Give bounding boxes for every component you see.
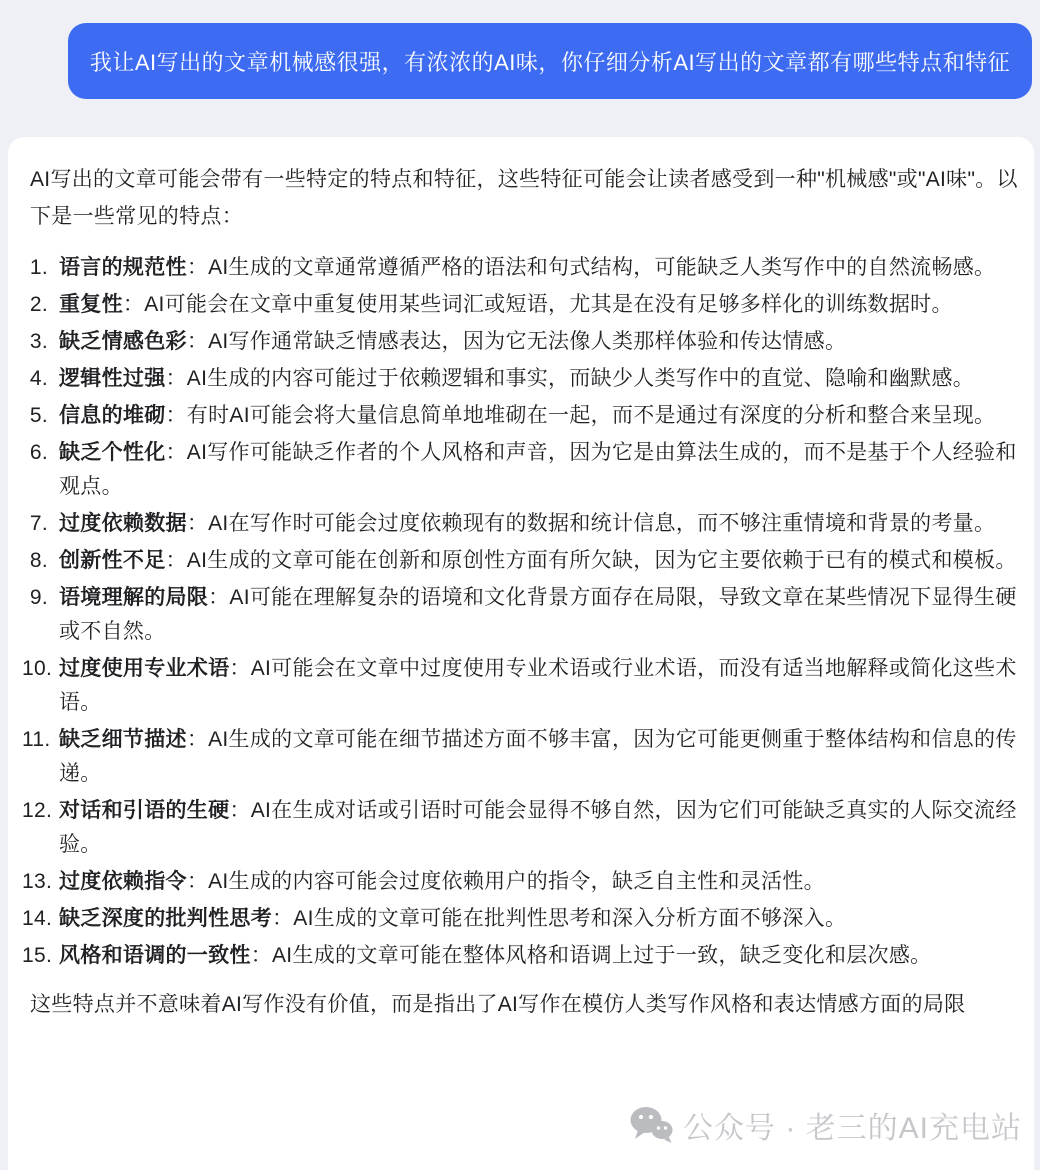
item-term: 缺乏深度的批判性思考: [59, 907, 272, 930]
response-intro: AI写出的文章可能会带有一些特定的特点和特征，这些特征可能会让读者感受到一种"机械感"或"AI味"。以下是一些常见的特点：: [30, 168, 1018, 228]
item-term: 信息的堆砌: [59, 404, 166, 427]
list-item: [22, 794, 1018, 862]
item-desc: ：AI生成的内容可能过于依赖逻辑和事实，而缺少人类写作中的直觉、隐喻和幽默感。: [165, 367, 975, 390]
item-desc: ：AI生成的文章通常遵循严格的语法和句式结构，可能缺乏人类写作中的自然流畅感。: [186, 256, 996, 279]
item-desc: ：AI生成的文章可能在批判性思考和深入分析方面不够深入。: [272, 907, 847, 930]
item-term: 缺乏细节描述: [59, 728, 187, 751]
item-desc: ：AI生成的内容可能会过度依赖用户的指令，缺乏自主性和灵活性。: [186, 870, 825, 893]
item-desc: ：AI可能在理解复杂的语境和文化背景方面存在局限，导致文章在某些情况下显得生硬或不自然。: [59, 586, 1017, 643]
item-term: 创新性不足: [59, 549, 166, 572]
item-desc: ：AI生成的文章可能在细节描述方面不够丰富，因为它可能更侧重于整体结构和信息的传递。: [59, 728, 1017, 785]
response-outro: 这些特点并不意味着AI写作没有价值，而是指出了AI写作在模仿人类写作风格和表达情感方面的局限: [30, 993, 966, 1016]
list-item: [22, 544, 1018, 578]
list-item: [22, 507, 1018, 541]
list-item: [22, 723, 1018, 791]
item-term: 缺乏个性化: [59, 441, 166, 464]
list-item: [22, 325, 1018, 359]
list-item: [22, 362, 1018, 396]
watermark: [629, 1103, 1022, 1147]
user-message-bubble: [68, 23, 1032, 99]
list-item: [22, 251, 1018, 285]
item-term: 语境理解的局限: [59, 586, 209, 609]
list-item: [22, 581, 1018, 649]
item-desc: ：AI在写作时可能会过度依赖现有的数据和统计信息，而不够注重情境和背景的考量。: [186, 512, 996, 535]
watermark-text: 公众号 · 老三的AI充电站: [682, 1112, 1022, 1145]
list-item: [22, 902, 1018, 936]
item-term: 对话和引语的生硬: [59, 799, 230, 822]
item-desc: ：AI生成的文章可能在整体风格和语调上过于一致，缺乏变化和层次感。: [250, 944, 932, 967]
item-desc: ：有时AI可能会将大量信息简单地堆砌在一起，而不是通过有深度的分析和整合来呈现。: [165, 404, 996, 427]
list-item: [22, 288, 1018, 322]
item-desc: ：AI生成的文章可能在创新和原创性方面有所欠缺，因为它主要依赖于已有的模式和模板。: [165, 549, 1017, 572]
item-term: 语言的规范性: [59, 256, 187, 279]
user-message-text: 我让AI写出的文章机械感很强，有浓浓的AI味，你仔细分析AI写出的文章都有哪些特点和特征: [89, 49, 1011, 75]
list-item: [22, 436, 1018, 504]
item-term: 过度使用专业术语: [59, 657, 230, 680]
item-term: 过度依赖数据: [59, 512, 187, 535]
item-term: 重复性: [59, 293, 123, 316]
assistant-response-card: [8, 137, 1034, 1170]
item-term: 逻辑性过强: [59, 367, 166, 390]
feature-list: [22, 251, 1018, 973]
item-desc: ：AI写作可能缺乏作者的个人风格和声音，因为它是由算法生成的，而不是基于个人经验和观点。: [59, 441, 1017, 498]
list-item: [22, 652, 1018, 720]
item-term: 过度依赖指令: [59, 870, 187, 893]
list-item: [22, 865, 1018, 899]
item-desc: ：AI可能会在文章中重复使用某些词汇或短语，尤其是在没有足够多样化的训练数据时。: [122, 293, 953, 316]
wechat-icon: [629, 1106, 673, 1144]
list-item: [22, 939, 1018, 973]
list-item: [22, 399, 1018, 433]
item-desc: ：AI可能会在文章中过度使用专业术语或行业术语，而没有适当地解释或简化这些术语。: [59, 657, 1017, 714]
item-desc: ：AI在生成对话或引语时可能会显得不够自然，因为它们可能缺乏真实的人际交流经验。: [59, 799, 1017, 856]
item-desc: ：AI写作通常缺乏情感表达，因为它无法像人类那样体验和传达情感。: [186, 330, 847, 353]
item-term: 缺乏情感色彩: [59, 330, 187, 353]
item-term: 风格和语调的一致性: [59, 944, 251, 967]
